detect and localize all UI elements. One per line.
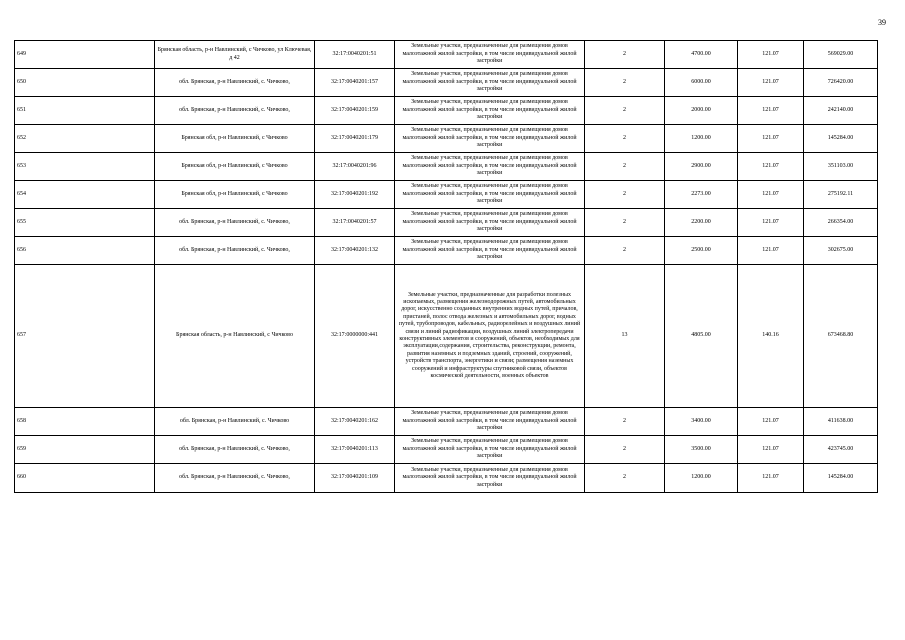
table-row <box>15 41 878 69</box>
group-code-cell: 2 <box>585 237 665 265</box>
table-row <box>15 237 878 265</box>
land-use-cell: Земельные участки, предназначенные для размещения домов малоэтажной жилой застройки, в том числе индивидуальной жилой застройки <box>395 125 585 153</box>
table-row <box>15 436 878 464</box>
row-number-cell: 658 <box>15 408 155 436</box>
row-number-cell: 659 <box>15 436 155 464</box>
group-code-cell: 2 <box>585 125 665 153</box>
address-cell: обл. Брянская, р-н Навлинский, с. Чичково, <box>155 464 315 493</box>
cadastral-value-cell: 242140.00 <box>804 97 878 125</box>
area-cell: 4700.00 <box>665 41 738 69</box>
rate-cell: 121.07 <box>738 69 804 97</box>
group-code-cell: 2 <box>585 153 665 181</box>
address-cell: обл. Брянская, р-н Навлинский, с. Чичково, <box>155 209 315 237</box>
address-cell: обл. Брянская, р-н Навлинский, с. Чичково <box>155 408 315 436</box>
address-cell: Брянская обл, р-н Навлинский, с Чичково <box>155 181 315 209</box>
address-cell: Брянская обл, р-н Навлинский, с Чичково <box>155 153 315 181</box>
table-row <box>15 181 878 209</box>
cadastral-number-cell: 32:17:0040201:51 <box>315 41 395 69</box>
address-cell: обл. Брянская, р-н Навлинский, с. Чичково, <box>155 69 315 97</box>
table-row <box>15 125 878 153</box>
cadastral-number-cell: 32:17:0040201:113 <box>315 436 395 464</box>
cadastral-value-cell: 726420.00 <box>804 69 878 97</box>
cadastral-number-cell: 32:17:0040201:57 <box>315 209 395 237</box>
row-number-cell: 654 <box>15 181 155 209</box>
rate-cell: 121.07 <box>738 209 804 237</box>
land-use-cell: Земельные участки, предназначенные для размещения домов малоэтажной жилой застройки, в том числе индивидуальной жилой застройки <box>395 69 585 97</box>
area-cell: 2273.00 <box>665 181 738 209</box>
row-number-cell: 660 <box>15 464 155 493</box>
cadastral-number-cell: 32:17:0040201:179 <box>315 125 395 153</box>
page-number: 39 <box>878 18 886 27</box>
row-number-cell: 652 <box>15 125 155 153</box>
rate-cell: 140.16 <box>738 265 804 408</box>
cadastral-number-cell: 32:17:0040201:132 <box>315 237 395 265</box>
row-number-cell: 649 <box>15 41 155 69</box>
area-cell: 2500.00 <box>665 237 738 265</box>
land-use-cell: Земельные участки, предназначенные для размещения домов малоэтажной жилой застройки, в том числе индивидуальной жилой застройки <box>395 408 585 436</box>
group-code-cell: 2 <box>585 41 665 69</box>
rate-cell: 121.07 <box>738 408 804 436</box>
area-cell: 4805.00 <box>665 265 738 408</box>
address-cell: Брянская обл, р-н Навлинский, с Чичково <box>155 125 315 153</box>
table-row <box>15 153 878 181</box>
group-code-cell: 2 <box>585 69 665 97</box>
cadastral-value-cell: 351103.00 <box>804 153 878 181</box>
rate-cell: 121.07 <box>738 97 804 125</box>
group-code-cell: 2 <box>585 408 665 436</box>
land-register-table <box>14 40 878 493</box>
group-code-cell: 2 <box>585 181 665 209</box>
land-use-cell: Земельные участки, предназначенные для разработки полезных ископаемых, размещения железнодорожных путей, автомобильных дорог, искусственно созданных внутренних водных путей, причалов, пристаней, полос отвода железных и автомобильных дорог, водных путей, трубопроводов, кабельных, радиорелейных и воздушных линий связи и линий радиофикации, воздушных линий электропередачи конструктивных элементов и сооружений, объектов, необходимых для эксплуатации,содержания, строительства, реконструкции, ремонта, развития наземных и подземных зданий, строений, сооружений, устройств транспорта, энергетики и связи; размещения наземных сооружений и инфраструктуры спутниковой связи, объектов космической деятельности, военных объектов <box>395 265 585 408</box>
area-cell: 2900.00 <box>665 153 738 181</box>
table-row <box>15 69 878 97</box>
address-cell: Брянская область, р-н Навлинский, с Чичково <box>155 265 315 408</box>
rate-cell: 121.07 <box>738 181 804 209</box>
area-cell: 6000.00 <box>665 69 738 97</box>
rate-cell: 121.07 <box>738 237 804 265</box>
row-number-cell: 650 <box>15 69 155 97</box>
land-use-cell: Земельные участки, предназначенные для размещения домов малоэтажной жилой застройки, в том числе индивидуальной жилой застройки <box>395 464 585 493</box>
group-code-cell: 2 <box>585 97 665 125</box>
area-cell: 3500.00 <box>665 436 738 464</box>
cadastral-number-cell: 32:17:0000000:441 <box>315 265 395 408</box>
land-use-cell: Земельные участки, предназначенные для размещения домов малоэтажной жилой застройки, в том числе индивидуальной жилой застройки <box>395 209 585 237</box>
rate-cell: 121.07 <box>738 153 804 181</box>
group-code-cell: 13 <box>585 265 665 408</box>
cadastral-value-cell: 423745.00 <box>804 436 878 464</box>
area-cell: 2000.00 <box>665 97 738 125</box>
area-cell: 3400.00 <box>665 408 738 436</box>
rate-cell: 121.07 <box>738 41 804 69</box>
group-code-cell: 2 <box>585 209 665 237</box>
cadastral-number-cell: 32:17:0040201:159 <box>315 97 395 125</box>
cadastral-number-cell: 32:17:0040201:192 <box>315 181 395 209</box>
cadastral-number-cell: 32:17:0040201:109 <box>315 464 395 493</box>
row-number-cell: 655 <box>15 209 155 237</box>
row-number-cell: 653 <box>15 153 155 181</box>
row-number-cell: 656 <box>15 237 155 265</box>
land-use-cell: Земельные участки, предназначенные для размещения домов малоэтажной жилой застройки, в том числе индивидуальной жилой застройки <box>395 237 585 265</box>
table-row <box>15 209 878 237</box>
cadastral-value-cell: 673468.80 <box>804 265 878 408</box>
table-row <box>15 265 878 408</box>
address-cell: обл. Брянская, р-н Навлинский, с. Чичково, <box>155 436 315 464</box>
cadastral-value-cell: 145284.00 <box>804 464 878 493</box>
land-use-cell: Земельные участки, предназначенные для размещения домов малоэтажной жилой застройки, в том числе индивидуальной жилой застройки <box>395 181 585 209</box>
cadastral-value-cell: 275192.11 <box>804 181 878 209</box>
cadastral-number-cell: 32:17:0040201:157 <box>315 69 395 97</box>
rate-cell: 121.07 <box>738 125 804 153</box>
address-cell: обл. Брянская, р-н Навлинский, с. Чичково, <box>155 97 315 125</box>
land-use-cell: Земельные участки, предназначенные для размещения домов малоэтажной жилой застройки, в том числе индивидуальной жилой застройки <box>395 153 585 181</box>
land-use-cell: Земельные участки, предназначенные для размещения домов малоэтажной жилой застройки, в том числе индивидуальной жилой застройки <box>395 97 585 125</box>
area-cell: 2200.00 <box>665 209 738 237</box>
table-row <box>15 408 878 436</box>
group-code-cell: 2 <box>585 464 665 493</box>
cadastral-value-cell: 569029.00 <box>804 41 878 69</box>
rate-cell: 121.07 <box>738 436 804 464</box>
rate-cell: 121.07 <box>738 464 804 493</box>
area-cell: 1200.00 <box>665 464 738 493</box>
row-number-cell: 657 <box>15 265 155 408</box>
area-cell: 1200.00 <box>665 125 738 153</box>
cadastral-number-cell: 32:17:0040201:162 <box>315 408 395 436</box>
cadastral-number-cell: 32:17:0040201:96 <box>315 153 395 181</box>
table-row <box>15 97 878 125</box>
cadastral-value-cell: 302675.00 <box>804 237 878 265</box>
land-use-cell: Земельные участки, предназначенные для размещения домов малоэтажной жилой застройки, в том числе индивидуальной жилой застройки <box>395 436 585 464</box>
address-cell: обл. Брянская, р-н Навлинский, с. Чичково, <box>155 237 315 265</box>
cadastral-value-cell: 411638.00 <box>804 408 878 436</box>
cadastral-value-cell: 266354.00 <box>804 209 878 237</box>
table-row <box>15 464 878 493</box>
land-use-cell: Земельные участки, предназначенные для размещения домов малоэтажной жилой застройки, в том числе индивидуальной жилой застройки <box>395 41 585 69</box>
row-number-cell: 651 <box>15 97 155 125</box>
cadastral-value-cell: 145284.00 <box>804 125 878 153</box>
address-cell: Брянская область, р-н Навлинский, с Чичково, ул Ключевая, д 42 <box>155 41 315 69</box>
group-code-cell: 2 <box>585 436 665 464</box>
